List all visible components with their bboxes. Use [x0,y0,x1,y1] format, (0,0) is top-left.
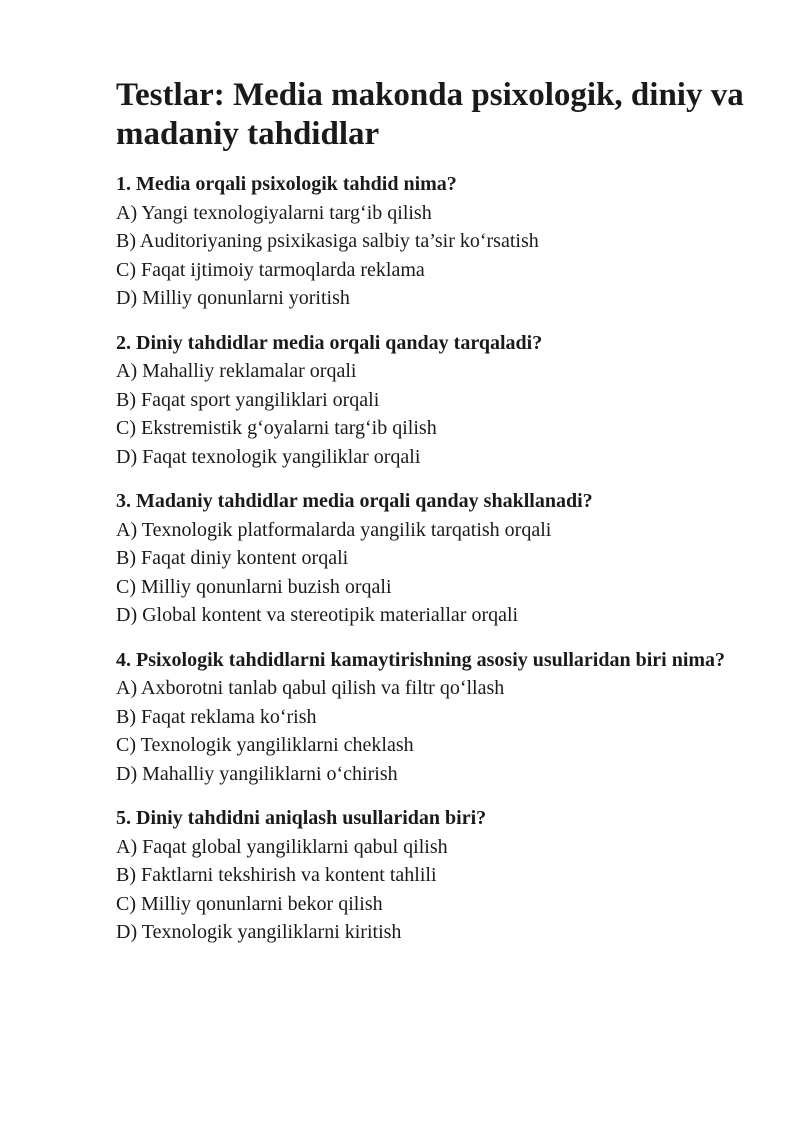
answer-option-b: B) Faqat sport yangiliklari orqali [116,388,380,411]
answer-option-d: D) Global kontent va stereotipik materiallar orqali [116,604,519,626]
answer-option-c: C) Ekstremistik g‘oyalarni targ‘ib qilish [116,417,437,439]
answer-option-b: B) Auditoriyaning psixikasiga salbiy ta’sir ko‘rsatish [116,230,539,252]
answer-option-a: A) Axborotni tanlab qabul qilish va filtr qo‘llash [116,677,505,699]
answer-option-a: A) Texnologik platformalarda yangilik tarqatish orqali [116,518,552,541]
question-text: 2. Diniy tahdidlar media orqali qanday tarqaladi? [116,331,543,354]
answer-option-c: C) Milliy qonunlarni bekor qilish [116,892,383,915]
answer-option-c: C) Texnologik yangiliklarni cheklash [116,734,414,756]
answer-option-d: D) Milliy qonunlarni yoritish [116,287,350,309]
question-text: 3. Madaniy tahdidlar media orqali qanday shakllanadi? [116,490,593,512]
answer-option-a: A) Mahalliy reklamalar orqali [116,360,357,382]
answer-option-b: B) Faktlarni tekshirish va kontent tahlili [116,864,437,886]
answer-option-b: B) Faqat reklama ko‘rish [116,705,317,728]
answer-option-d: D) Texnologik yangiliklarni kiritish [116,921,402,943]
question-1 [116,170,756,313]
question-2 [116,329,756,472]
answer-option-d: D) Mahalliy yangiliklarni o‘chirish [116,762,398,785]
question-text: 4. Psixologik tahdidlarni kamaytirishning asosiy usullaridan biri nima? [116,648,726,671]
answer-option-a: A) Faqat global yangiliklarni qabul qilish [116,835,448,858]
answer-option-d: D) Faqat texnologik yangiliklar orqali [116,445,421,468]
document-page [116,76,756,963]
question-text: 5. Diniy tahdidni aniqlash usullaridan biri? [116,807,487,829]
answer-option-a: A) Yangi texnologiyalarni targ‘ib qilish [116,201,432,224]
question-text: 1. Media orqali psixologik tahdid nima? [116,173,457,195]
question-3 [116,487,756,630]
document-title: Testlar: Media makonda psixologik, diniy va madaniy tahdidlar [116,77,744,152]
question-5 [116,804,756,947]
answer-option-b: B) Faqat diniy kontent orqali [116,547,349,569]
answer-option-c: C) Faqat ijtimoiy tarmoqlarda reklama [116,258,425,281]
question-4 [116,646,756,789]
answer-option-c: C) Milliy qonunlarni buzish orqali [116,575,392,598]
